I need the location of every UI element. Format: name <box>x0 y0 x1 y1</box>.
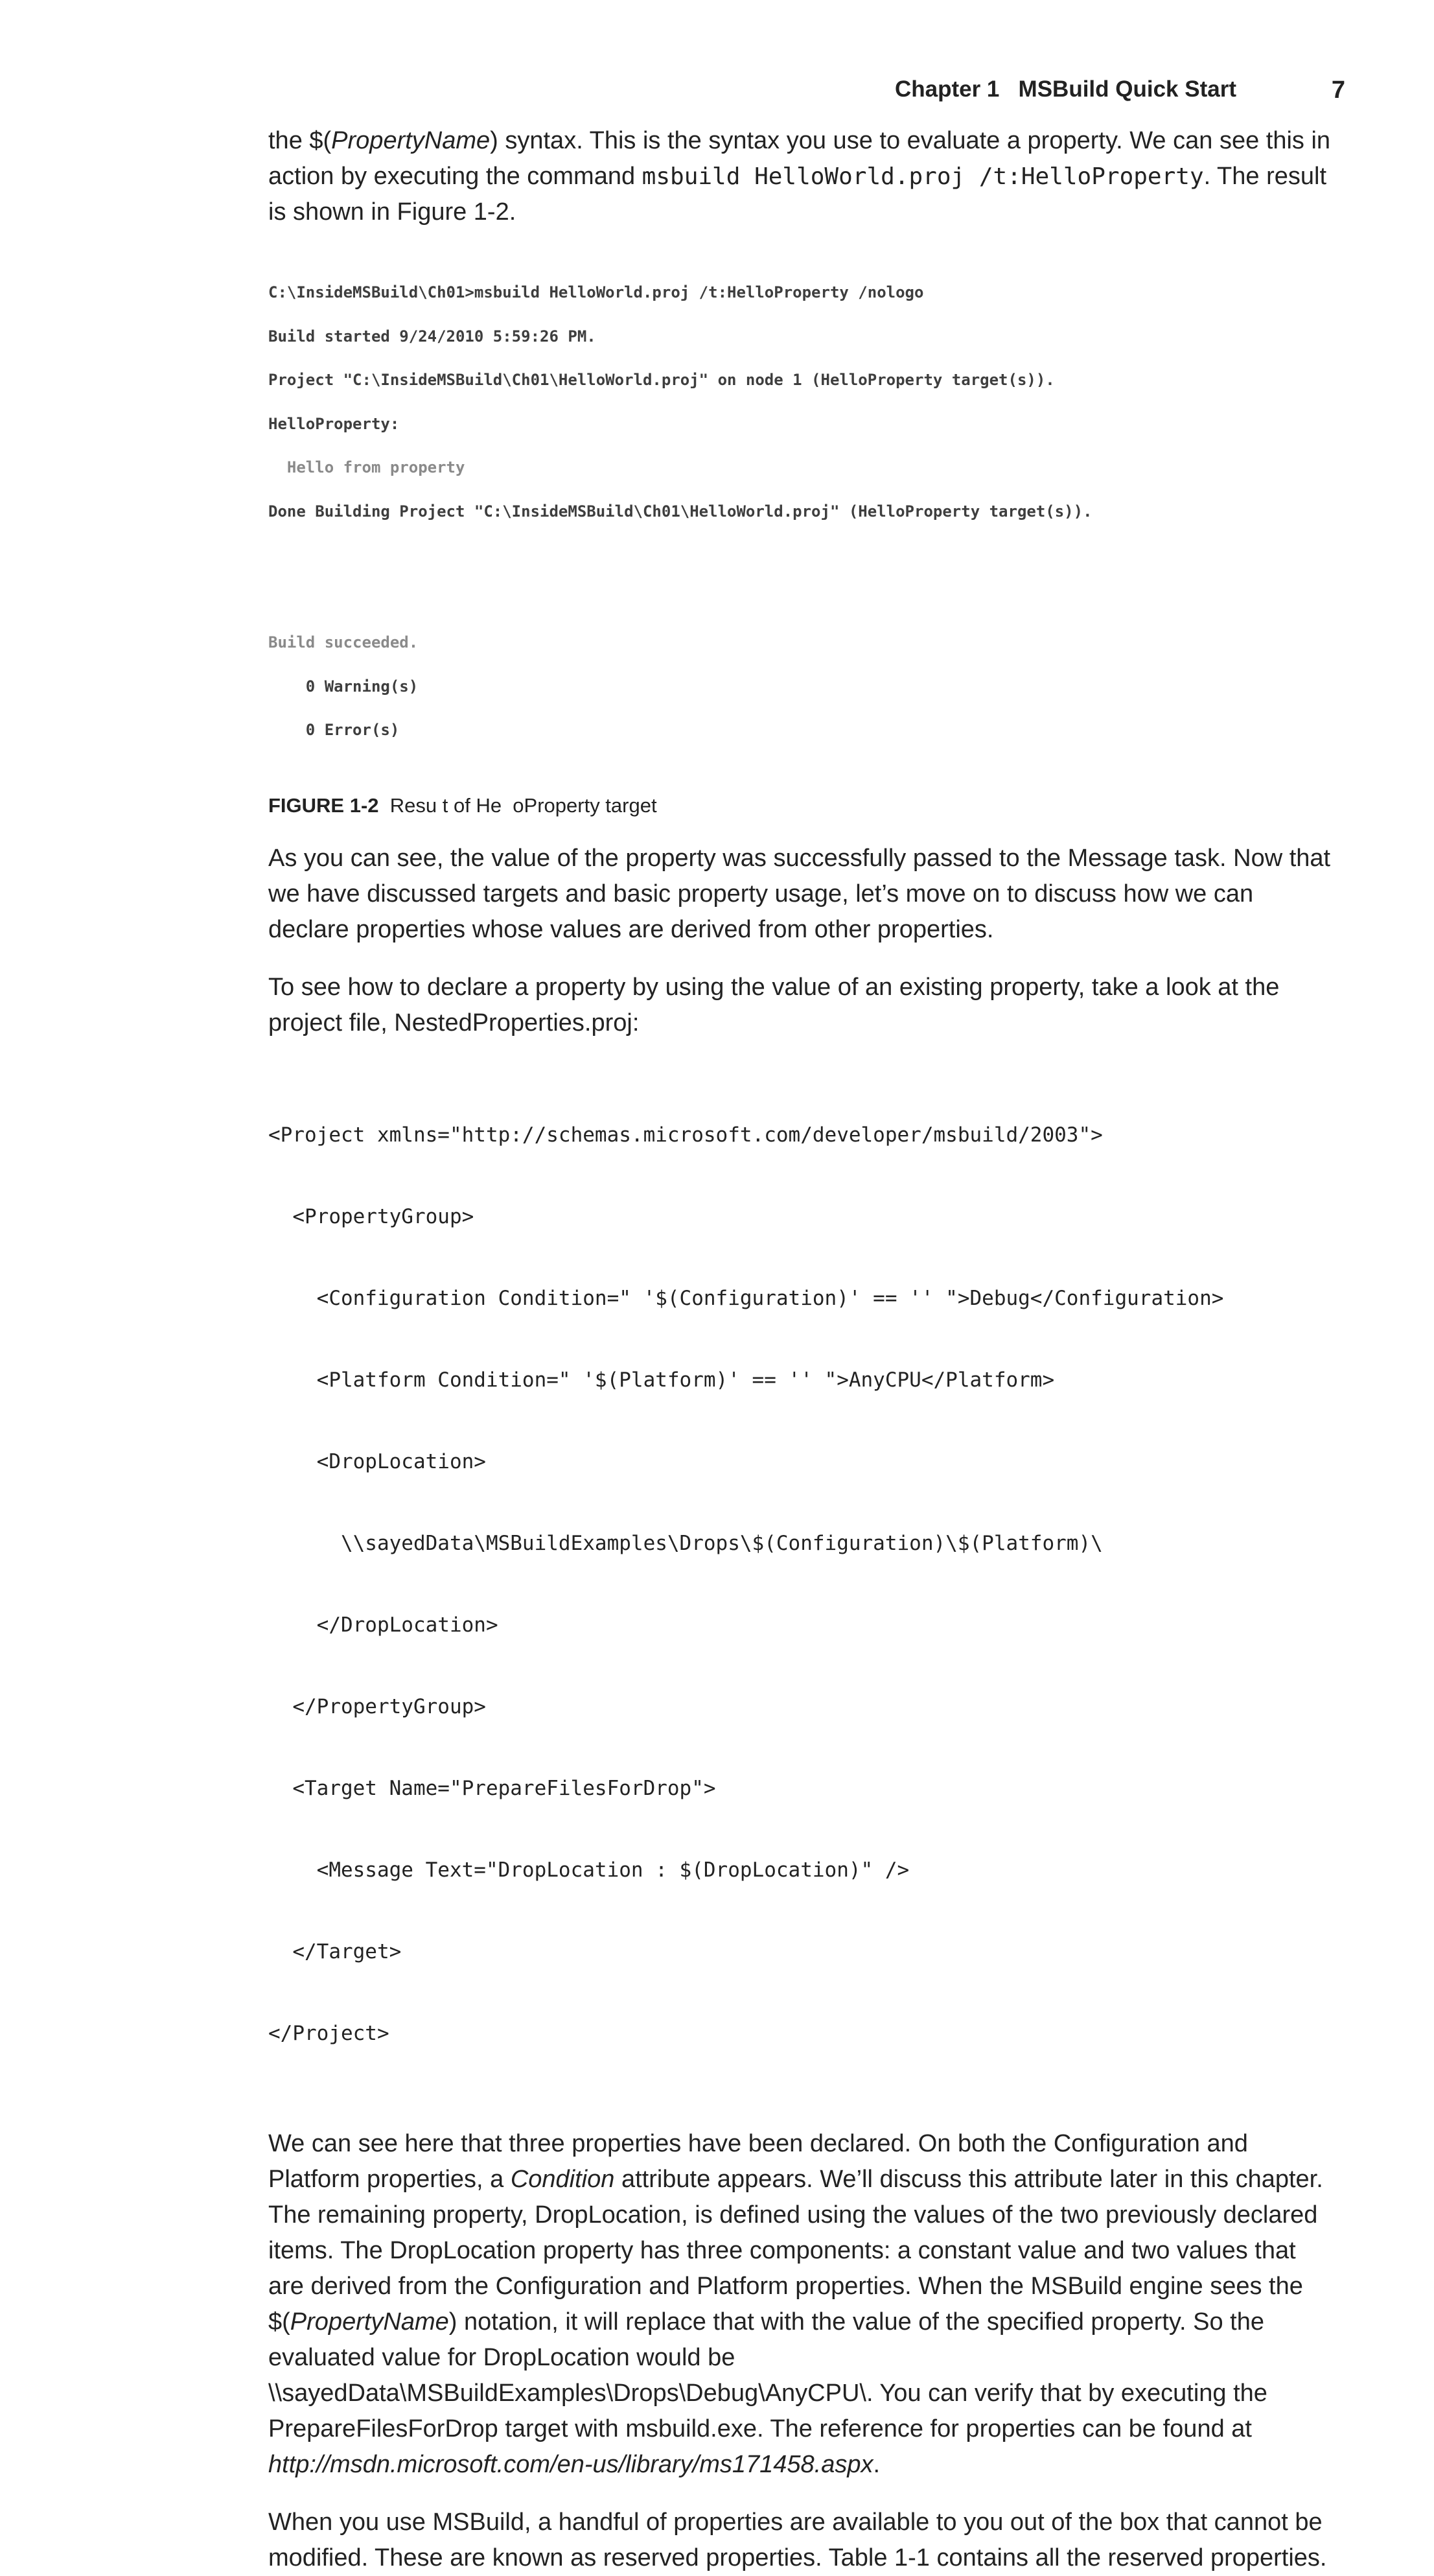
chapter-title: Chapter 1 MSBuild Quick Start <box>894 76 1236 102</box>
console-output-figure <box>268 256 1331 767</box>
code-line: </Target> <box>268 1939 402 1963</box>
code-line: <DropLocation> <box>268 1449 486 1473</box>
text-run: . <box>873 2450 881 2478</box>
italic-term: PropertyName <box>290 2308 449 2336</box>
text-run: the $( <box>268 127 332 154</box>
console-line: 0 Error(s) <box>268 721 400 739</box>
code-line: </Project> <box>268 2021 389 2045</box>
code-line: </PropertyGroup> <box>268 1694 486 1718</box>
running-header <box>778 76 1345 113</box>
reference-url: http://msdn.microsoft.com/en-us/library/ms171458.aspx <box>268 2450 873 2478</box>
italic-term: PropertyName <box>331 127 491 154</box>
code-line: <Target Name="PrepareFilesForDrop"> <box>268 1776 716 1800</box>
figure-label: FIGURE 1-2 <box>268 793 379 817</box>
page-number: 7 <box>1331 76 1345 104</box>
code-line: \\sayedData\MSBuildExamples\Drops\$(Configuration)\$(Platform)\ <box>268 1531 1103 1555</box>
body-paragraph: As you can see, the value of the property was successfully passed to the Message task. Now that we have discussed targets and basic property usage, let’s move on to discuss how we can declare properties whose values are derived from other properties. <box>268 844 1331 943</box>
text-run: ) notation, it will replace that with the value of the specified property. So the evaluated value for DropLocation would be \\sayedData\MSBuildExamples\Drops\Debug\AnyCPU\. You can verify that by executing the PrepareFilesForDrop target with msbuild.exe. The reference for properties can be found at <box>268 2308 1267 2442</box>
intro-paragraph <box>268 123 1331 230</box>
console-line: 0 Warning(s) <box>268 677 419 696</box>
console-line: Project "C:\InsideMSBuild\Ch01\HelloWorld.proj" on node 1 (HelloProperty target(s)). <box>268 371 1055 389</box>
code-line: </DropLocation> <box>268 1613 498 1637</box>
code-line: <PropertyGroup> <box>268 1204 474 1228</box>
text-run: ) syntax. This is the syntax you use to evaluate a property. We can see this in action by executing the command <box>268 127 1331 190</box>
code-line: <Project xmlns="http://schemas.microsoft.com/developer/msbuild/2003"> <box>268 1123 1103 1147</box>
console-line: Build succeeded. <box>268 633 419 651</box>
console-line: C:\InsideMSBuild\Ch01>msbuild HelloWorld.proj /t:HelloProperty /nologo <box>268 283 924 301</box>
code-listing <box>268 1067 1331 2102</box>
text-run: We can see here that three properties have been declared. On both the Configuration and Platform properties, a <box>268 2129 1248 2193</box>
italic-term: Condition <box>510 2165 615 2193</box>
console-line: Hello from property <box>268 458 465 476</box>
console-line: HelloProperty: <box>268 414 400 433</box>
inline-command: msbuild HelloWorld.proj /t:HelloProperty <box>642 163 1204 190</box>
code-line: <Platform Condition=" '$(Platform)' == '' ">AnyCPU</Platform> <box>268 1368 1055 1392</box>
body-paragraph: When you use MSBuild, a handful of properties are available to you out of the box that cannot be modified. These are known as reserved properties. Table 1-1 contains all the reserved properties. <box>268 2508 1327 2571</box>
console-blank-line <box>268 592 1331 607</box>
console-line: Build started 9/24/2010 5:59:26 PM. <box>268 327 596 345</box>
figure-caption-text: Resu t of He oProperty target <box>389 793 657 817</box>
page-body <box>268 123 1331 2576</box>
body-paragraph <box>268 2126 1331 2483</box>
text-run: attribute appears. We’ll discuss this attribute later in this chapter. The remaining property, DropLocation, is defined using the values of the two previously declared items. The DropLocation property has three components: a constant value and two values that are derived from the Configuration and Platform properties. When the MSBuild engine sees the $( <box>268 2165 1323 2336</box>
console-blank-line <box>268 548 1331 563</box>
body-paragraph: To see how to declare a property by using the value of an existing property, take a look at the project file, NestedProperties.proj: <box>268 973 1280 1036</box>
code-line: <Message Text="DropLocation : $(DropLocation)" /> <box>268 1858 910 1882</box>
text-run: . The result is shown in Figure 1-2. <box>268 163 1327 226</box>
console-line: Done Building Project "C:\InsideMSBuild\Ch01\HelloWorld.proj" (HelloProperty target(s)). <box>268 502 1093 521</box>
code-line: <Configuration Condition=" '$(Configuration)' == '' ">Debug</Configuration> <box>268 1286 1224 1310</box>
figure-caption <box>268 793 1331 819</box>
